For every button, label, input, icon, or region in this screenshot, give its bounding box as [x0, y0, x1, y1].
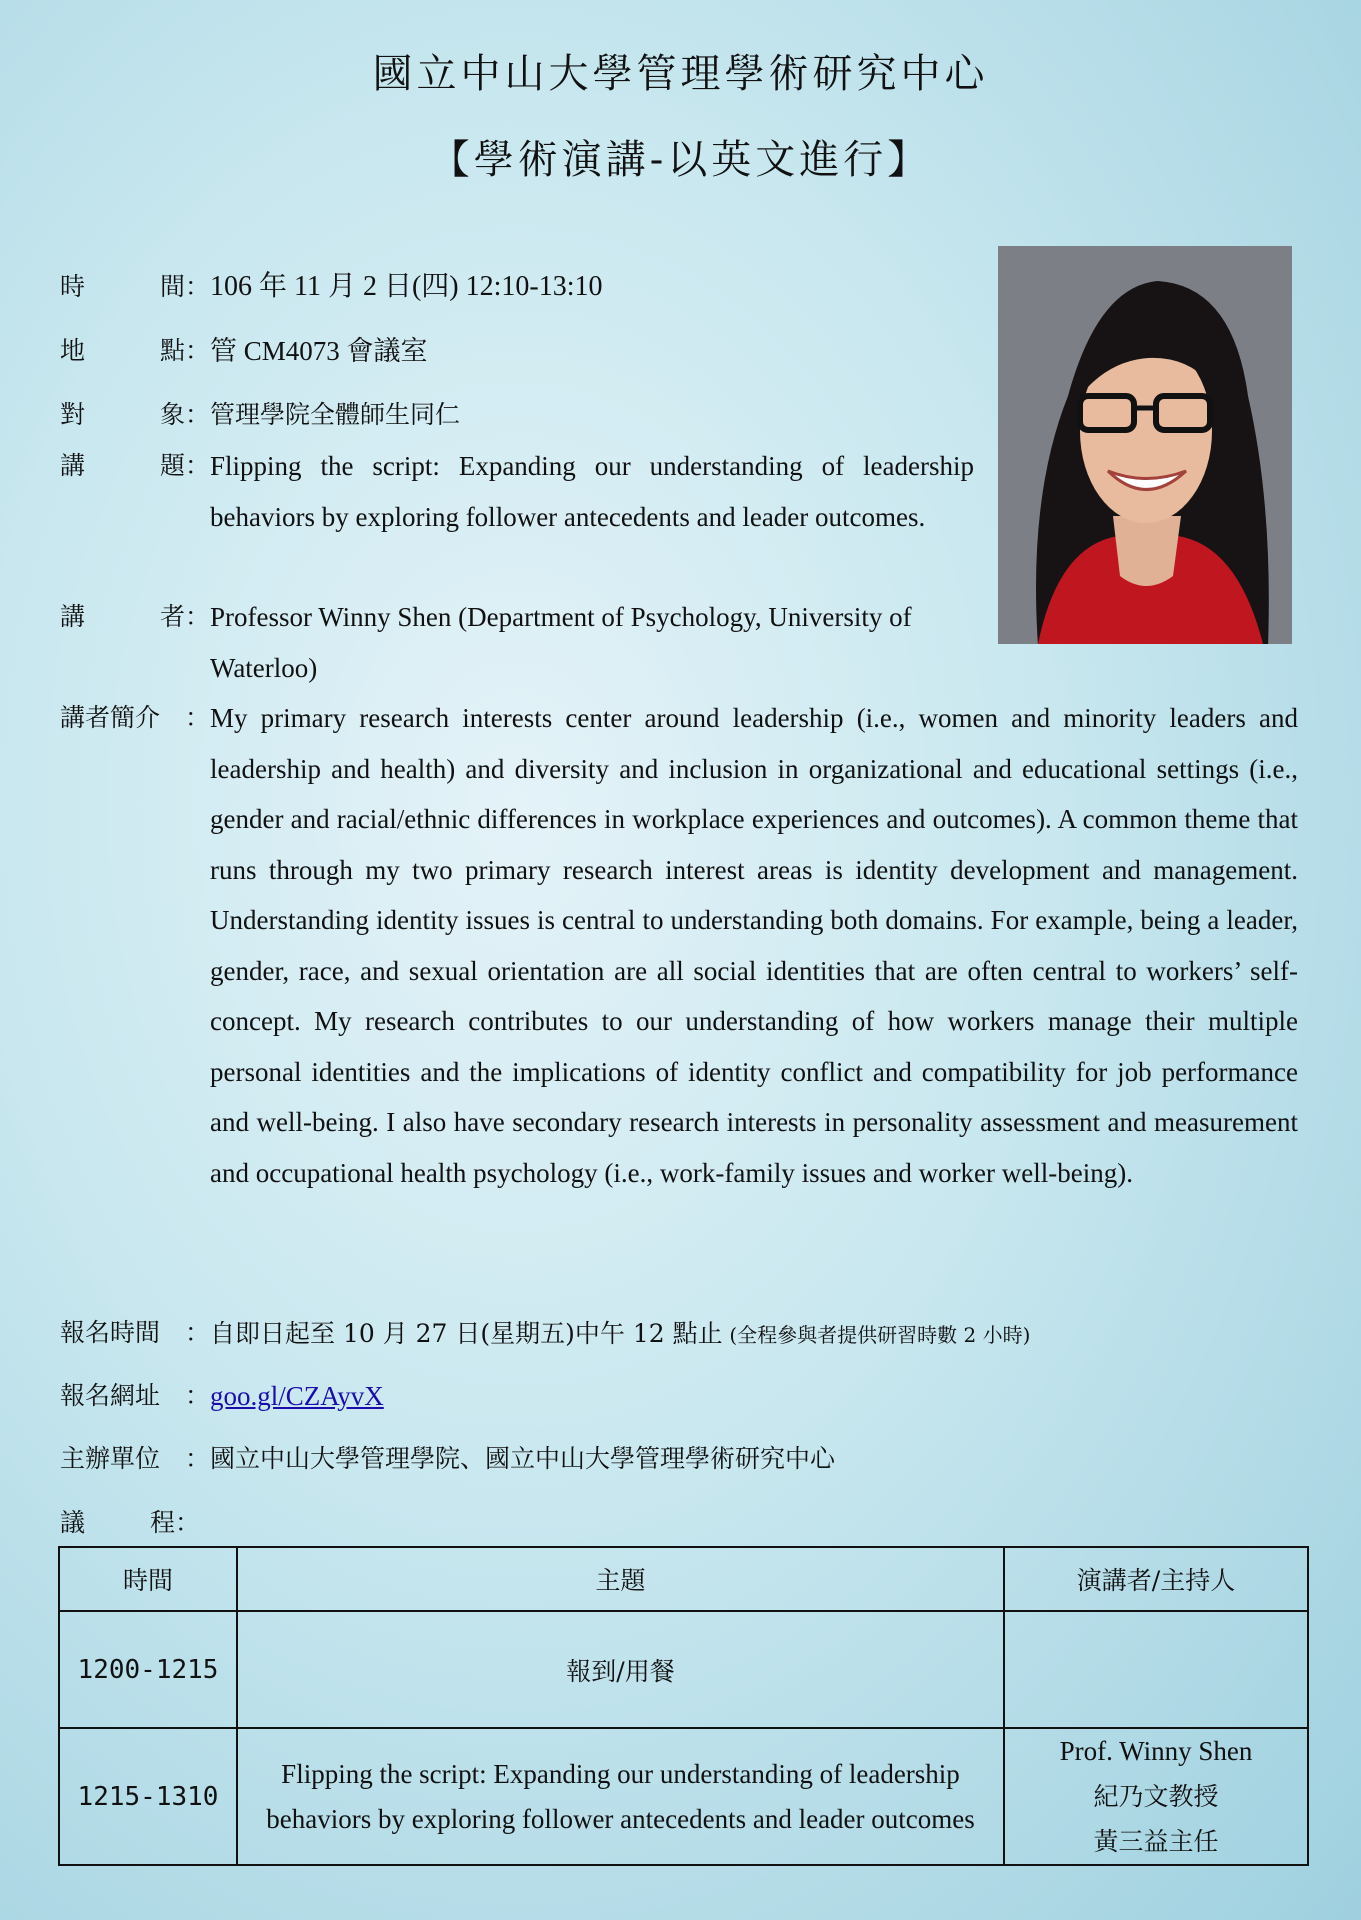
info-organizer-label: 主辦單位 ： [60, 1444, 210, 1473]
info-registration-time-value: 自即日起至 10 月 27 日(星期五)中午 12 點止 (全程參與者提供研習時數 2 小時) [210, 1319, 1031, 1348]
agenda-row-people [1004, 1611, 1308, 1728]
agenda-header-topic: 主題 [237, 1547, 1004, 1611]
info-registration-url-label: 報名網址 ： [60, 1381, 210, 1410]
agenda-row-people [1004, 1728, 1308, 1865]
info-audience-label: 對 象： [60, 400, 210, 429]
agenda-person: 紀乃文教授 [1093, 1782, 1219, 1811]
agenda-row [59, 1728, 1308, 1865]
info-time-label: 時 間： [60, 272, 210, 301]
registration-hours-note: (全程參與者提供研習時數 2 小時) [729, 1323, 1031, 1347]
info-bio-value: My primary research interests center around leadership (i.e., women and minority leaders and leadership and health) and diversity and inclusion in organizational and educational settings (i.e., gender and racial/ethnic differences in workplace experiences and outcomes). A common theme that runs through my two primary research interest areas is identity development and management. Understanding identity issues is central to understanding both domains. For example, being a leader, gender, race, and sexual orientation are all social identities that are often central to workers’ self-concept. My research contributes to our understanding of how workers manage their multiple personal identities and the implications of identity conflict and compatibility for job performance and well-being. I also have secondary research interests in personality assessment and measurement and occupational health psychology (i.e., work-family issues and worker well-being). [210, 703, 1298, 1188]
info-topic-label: 講 題： [60, 451, 210, 480]
page-subtitle: 【學術演講-以英文進行】 [429, 137, 932, 183]
agenda-row-topic: 報到/用餐 [237, 1611, 1004, 1728]
agenda-row-topic: Flipping the script: Expanding our understanding of leadership behaviors by exploring follower antecedents and leader outcomes [237, 1728, 1004, 1865]
info-place-value: 管 CM4073 會議室 [210, 336, 428, 366]
page-title: 國立中山大學管理學術研究中心 [372, 51, 989, 97]
agenda-header-row [59, 1547, 1308, 1611]
info-time-value: 106 年 11 月 2 日(四) 12:10-13:10 [210, 271, 603, 302]
info-audience-value: 管理學院全體師生同仁 [210, 400, 461, 429]
agenda-row [59, 1611, 1308, 1728]
info-place-label: 地 點： [60, 336, 210, 365]
agenda-row-time: 1200-1215 [59, 1611, 237, 1728]
speaker-portrait-icon [998, 246, 1292, 644]
agenda-row-time: 1215-1310 [59, 1728, 237, 1865]
agenda-person: Prof. Winny Shen [1059, 1736, 1253, 1766]
speaker-photo [998, 246, 1292, 644]
agenda-header-time: 時間 [59, 1547, 237, 1611]
agenda-label: 議 程： [60, 1508, 200, 1537]
info-organizer-value: 國立中山大學管理學院、國立中山大學管理學術研究中心 [210, 1444, 836, 1473]
info-topic-value: Flipping the script: Expanding our understanding of leadership behaviors by exploring follower antecedents and leader outcomes. [210, 451, 974, 532]
agenda-header-speaker: 演講者/主持人 [1004, 1547, 1308, 1611]
agenda-person: 黃三益主任 [1093, 1827, 1219, 1856]
info-speaker-value: Professor Winny Shen (Department of Psychology, University of Waterloo) [210, 602, 912, 683]
info-speaker-label: 講 者： [60, 602, 210, 631]
registration-link[interactable]: goo.gl/CZAyvX [210, 1381, 384, 1411]
info-registration-time-label: 報名時間 ： [60, 1318, 210, 1347]
agenda-table [58, 1546, 1309, 1866]
info-bio-label: 講者簡介 ： [60, 703, 210, 732]
